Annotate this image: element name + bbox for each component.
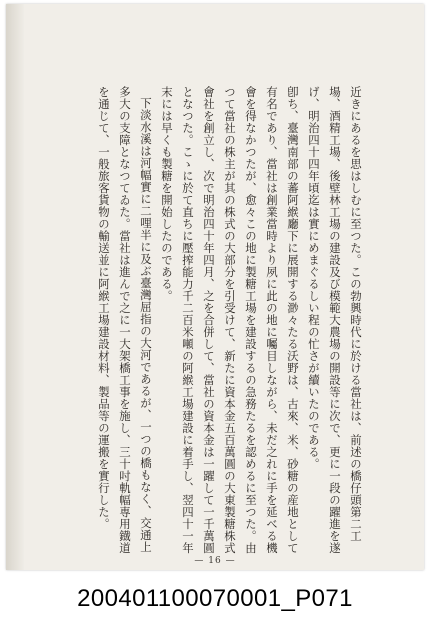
paragraph-3: 下淡水溪は河幅實に二哩半に及ぶ臺灣屈指の大河であるが、一つの橋もなく、交通上多大の支障となつてゐた。當社は進んで之に一大架橋工事を施し、三十吋軌幅専用鐡道を通じて、一般旅客貨物の輸送並に阿緱工場建設材料、製品等の運搬を實行した。 [97, 86, 153, 554]
page-number: — 16 — [194, 556, 236, 566]
vertical-text-body [56, 86, 366, 556]
book-page [6, 4, 424, 570]
page-gutter-shadow [6, 4, 24, 570]
paragraph-2: 卽ち、臺灣南部の蕃阿緱廳下に展開する渺々たる沃野は、古來、米、砂糖の産地として有名であり、當社は創業當時より夙に此の地に囑目しながら、未だ之れに手を延べる機會を得なかつたが、愈々この地に製糖工場を建設するの急務たるを認めるに至つた。由つて當社の株主が其の株式の大部分を引受けて、新たに資本金五百萬圓の大東製糖株式會社を創立し、次で明治四十年四月、之を合併して、當社の資本金は一躍して一千萬圓となつた。こゝに於て直ちに壓搾能力千二百米噸の阿緱工場建設に着手し、翌四十一年末には早くも製糖を開始したのである。 [160, 86, 300, 554]
image-id-caption: 200401100070001_P071 [77, 585, 353, 612]
paragraph-1: 近きにあるを思はしむに至つた。この勃興時代に於ける當社は、前述の橋仔頭第二工場、酒精工場、後壁林工場の建設及び模範大農場の開設等に次で、更に一段の躍進を遂げ、明治四十四年頃迄は實にめまぐるしい程の忙さが續いたのである。 [307, 86, 363, 554]
